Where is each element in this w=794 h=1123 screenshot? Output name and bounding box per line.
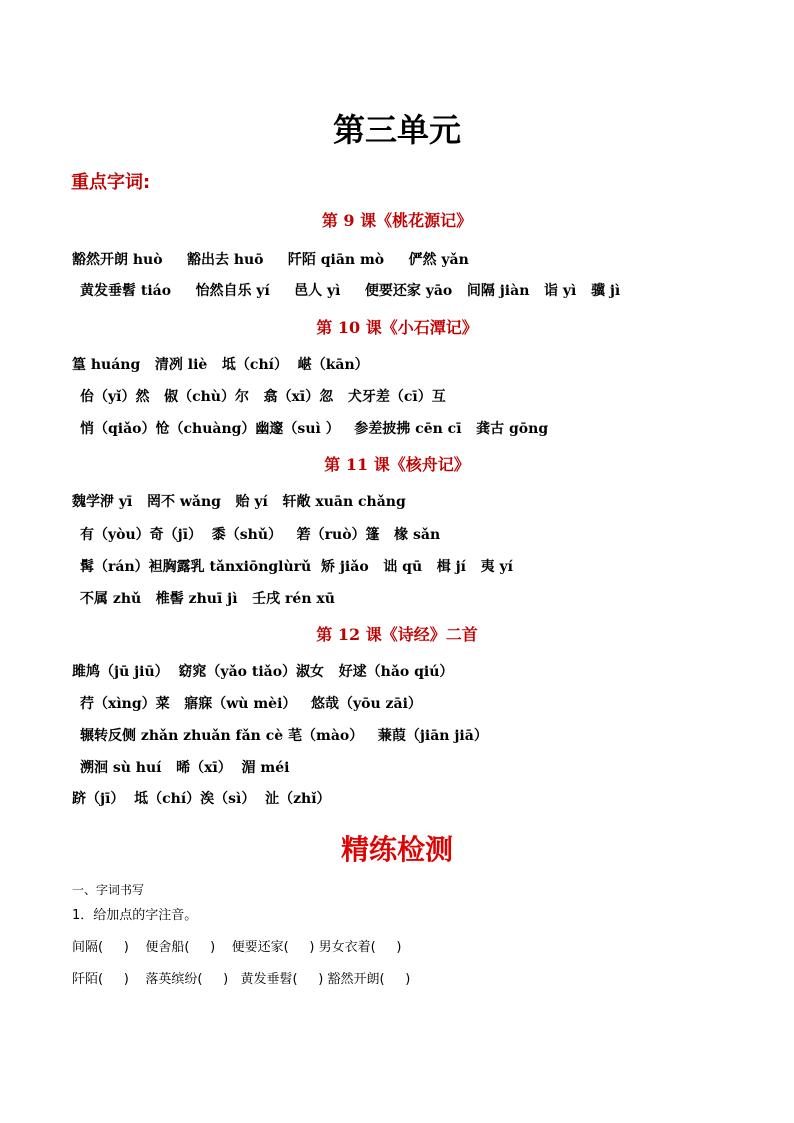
vocab-line: 悄（qiǎo）怆（chuàng）幽邃（suì ） 参差披拂 cēn cī 龚古 gōng bbox=[80, 421, 549, 437]
practice-question: 1．给加点的字注音。 bbox=[72, 908, 198, 923]
vocab-line: 雎鸠（jū jiū） 窈窕（yǎo tiǎo）淑女 好逑（hǎo qiú） bbox=[72, 664, 454, 680]
practice-subheading: 一、字词书写 bbox=[72, 883, 145, 897]
lesson-title: 第 9 课《桃花源记》 bbox=[321, 211, 473, 230]
vocab-line: 有（yòu）奇（jī） 黍（shǔ） 箬（ruò）篷 椽 sǎn bbox=[80, 527, 441, 543]
vocab-line: 不属 zhǔ 椎髻 zhuī jì 壬戌 rén xū bbox=[80, 591, 335, 607]
vocab-line: 荇（xìng）菜 寤寐（wù mèi） 悠哉（yōu zāi） bbox=[80, 696, 422, 712]
lesson-title: 第 10 课《小石潭记》 bbox=[316, 318, 478, 337]
page-title: 第三单元 bbox=[332, 111, 461, 149]
vocab-line: 佁（yǐ）然 俶（chù）尔 翕（xī）忽 犬牙差（cī）互 bbox=[80, 389, 446, 405]
practice-title: 精练检测 bbox=[340, 833, 453, 866]
practice-row: 间隔( ) 便舍船( ) 便要还家( ) 男女衣着( ) bbox=[72, 940, 402, 955]
vocab-line: 溯洄 sù huí 晞（xī） 湄 méi bbox=[80, 760, 290, 776]
vocab-line: 魏学洢 yī 罔不 wǎng 贻 yí 轩敞 xuān chǎng bbox=[72, 494, 406, 510]
practice-row: 阡陌( ) 落英缤纷( ) 黄发垂髫( ) 豁然开朗( ) bbox=[72, 972, 411, 987]
vocab-line: 黄发垂髫 tiáo 怡然自乐 yí 邑人 yì 便要还家 yāo 间隔 jiàn 诣 yì 骥 jì bbox=[80, 283, 621, 299]
vocab-line: 辗转反侧 zhǎn zhuǎn fǎn cè 芼（mào） 蒹葭（jiān jiā） bbox=[80, 728, 488, 744]
lesson-title: 第 12 课《诗经》二首 bbox=[316, 625, 478, 644]
vocab-line: 跻（jī） 坻（chí）涘（sì） 沚（zhǐ） bbox=[72, 791, 331, 807]
vocab-line: 篁 huáng 清冽 liè 坻（chí） 嵁（kān） bbox=[72, 357, 369, 373]
vocab-line: 豁然开朗 huò 豁出去 huō 阡陌 qiān mò 俨然 yǎn bbox=[72, 252, 469, 268]
lesson-title: 第 11 课《核舟记》 bbox=[324, 455, 470, 474]
section-heading: 重点字词: bbox=[71, 172, 151, 193]
vocab-line: 髯（rán）袒胸露乳 tǎnxiōnglùrǔ 矫 jiǎo 诎 qū 楫 jí 夷 yí bbox=[80, 559, 513, 575]
